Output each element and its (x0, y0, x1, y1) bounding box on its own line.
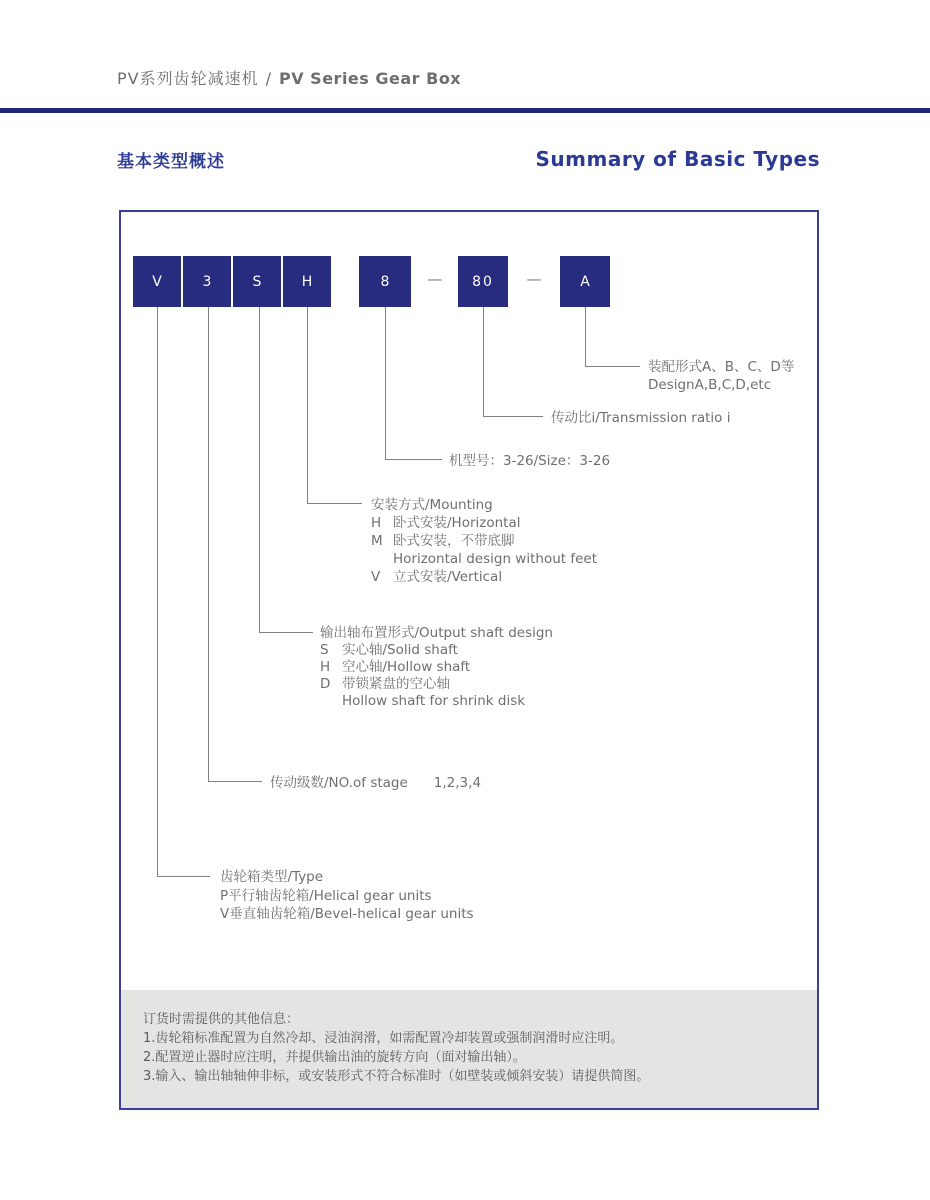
ratio-line: 传动比i/Transmission ratio i (551, 410, 731, 426)
notes-item-3: 3.输入、输出轴轴伸非标，或安装形式不符合标准时（如壁装或倾斜安装）请提供简图。 (143, 1069, 650, 1084)
annotation-design (648, 358, 794, 394)
type-title: 齿轮箱类型/Type (220, 869, 324, 885)
notes-item-1: 1.齿轮箱标准配置为自然冷却、浸油润滑，如需配置冷却装置或强制润滑时应注明。 (143, 1031, 624, 1046)
header-title-en: PV Series Gear Box (279, 69, 462, 88)
code-box-stage: 3 (183, 256, 231, 307)
type-line-v: V垂直轴齿轮箱/Bevel-helical gear units (220, 906, 474, 922)
code-box-ratio: 80 (458, 256, 508, 307)
connector-type (157, 307, 210, 877)
section-title-zh: 基本类型概述 (117, 152, 225, 172)
design-line-en: DesignA,B,C,D,etc (648, 377, 772, 393)
mounting-item (371, 532, 597, 550)
notes-item-2: 2.配置逆止器时应注明，并提供输出油的旋转方向（面对输出轴）。 (143, 1050, 526, 1065)
output-shaft-item-key: H (320, 659, 331, 675)
header-separator: / (265, 69, 272, 88)
size-line: 机型号：3-26/Size：3-26 (449, 453, 611, 469)
connector-shaft (259, 307, 313, 633)
stage-values: 1,2,3,4 (433, 775, 482, 791)
code-box-type: V (133, 256, 181, 307)
header-title-zh: PV系列齿轮减速机 (117, 69, 259, 88)
mounting-item-text: 卧式安装，不带底脚 (393, 533, 515, 549)
annotation-stage (270, 774, 481, 792)
annotation-size (449, 452, 610, 470)
output-shaft-item-text: Hollow shaft for shrink disk (342, 693, 526, 709)
annotation-type (220, 868, 474, 924)
code-dash-1: — (427, 270, 443, 288)
notes-title: 订货时需提供的其他信息： (143, 1012, 300, 1027)
code-box-size: 8 (359, 256, 411, 307)
output-shaft-item-text: 带锁紧盘的空心轴 (342, 676, 450, 692)
section-title-en: Summary of Basic Types (535, 147, 820, 171)
output-shaft-item (320, 676, 553, 693)
output-shaft-item (320, 693, 553, 710)
mounting-item (371, 514, 597, 532)
mounting-title: 安装方式/Mounting (371, 497, 493, 513)
output-shaft-item (320, 659, 553, 676)
connector-design (585, 307, 640, 367)
ordering-notes (121, 990, 817, 1108)
output-shaft-item (320, 642, 553, 659)
output-shaft-item-key: S (320, 642, 329, 658)
connector-size (385, 307, 442, 460)
mounting-item-key (371, 550, 393, 568)
design-line-zh: 装配形式A、B、C、D等 (648, 359, 795, 375)
header-rule (0, 108, 930, 113)
output-shaft-item-key: D (320, 676, 331, 692)
annotation-mounting (371, 496, 597, 586)
mounting-item-key: V (371, 569, 381, 585)
mounting-item-key: M (371, 533, 383, 549)
output-shaft-title: 输出轴布置形式/Output shaft design (320, 625, 553, 641)
output-shaft-item-key (320, 693, 342, 710)
connector-stage (208, 307, 262, 782)
mounting-item-text: 卧式安装/Horizontal (393, 515, 521, 531)
mounting-item-key: H (371, 515, 382, 531)
type-line-p: P平行轴齿轮箱/Helical gear units (220, 887, 432, 904)
code-box-shaft: S (233, 256, 281, 307)
mounting-item (371, 568, 597, 586)
annotation-output-shaft (320, 625, 553, 710)
output-shaft-item-text: 空心轴/Hollow shaft (342, 659, 471, 675)
connector-mounting (307, 307, 362, 504)
mounting-item (371, 550, 597, 568)
output-shaft-item-text: 实心轴/Solid shaft (342, 642, 458, 658)
annotation-ratio (551, 409, 730, 427)
code-dash-2: — (526, 270, 542, 288)
connector-ratio (483, 307, 543, 417)
code-box-mounting: H (283, 256, 331, 307)
stage-label: 传动级数/NO.of stage (270, 775, 408, 791)
mounting-item-text: 立式安装/Vertical (393, 569, 503, 585)
mounting-item-text: Horizontal design without feet (393, 551, 597, 567)
page-header (117, 66, 461, 89)
code-box-design: A (560, 256, 610, 307)
